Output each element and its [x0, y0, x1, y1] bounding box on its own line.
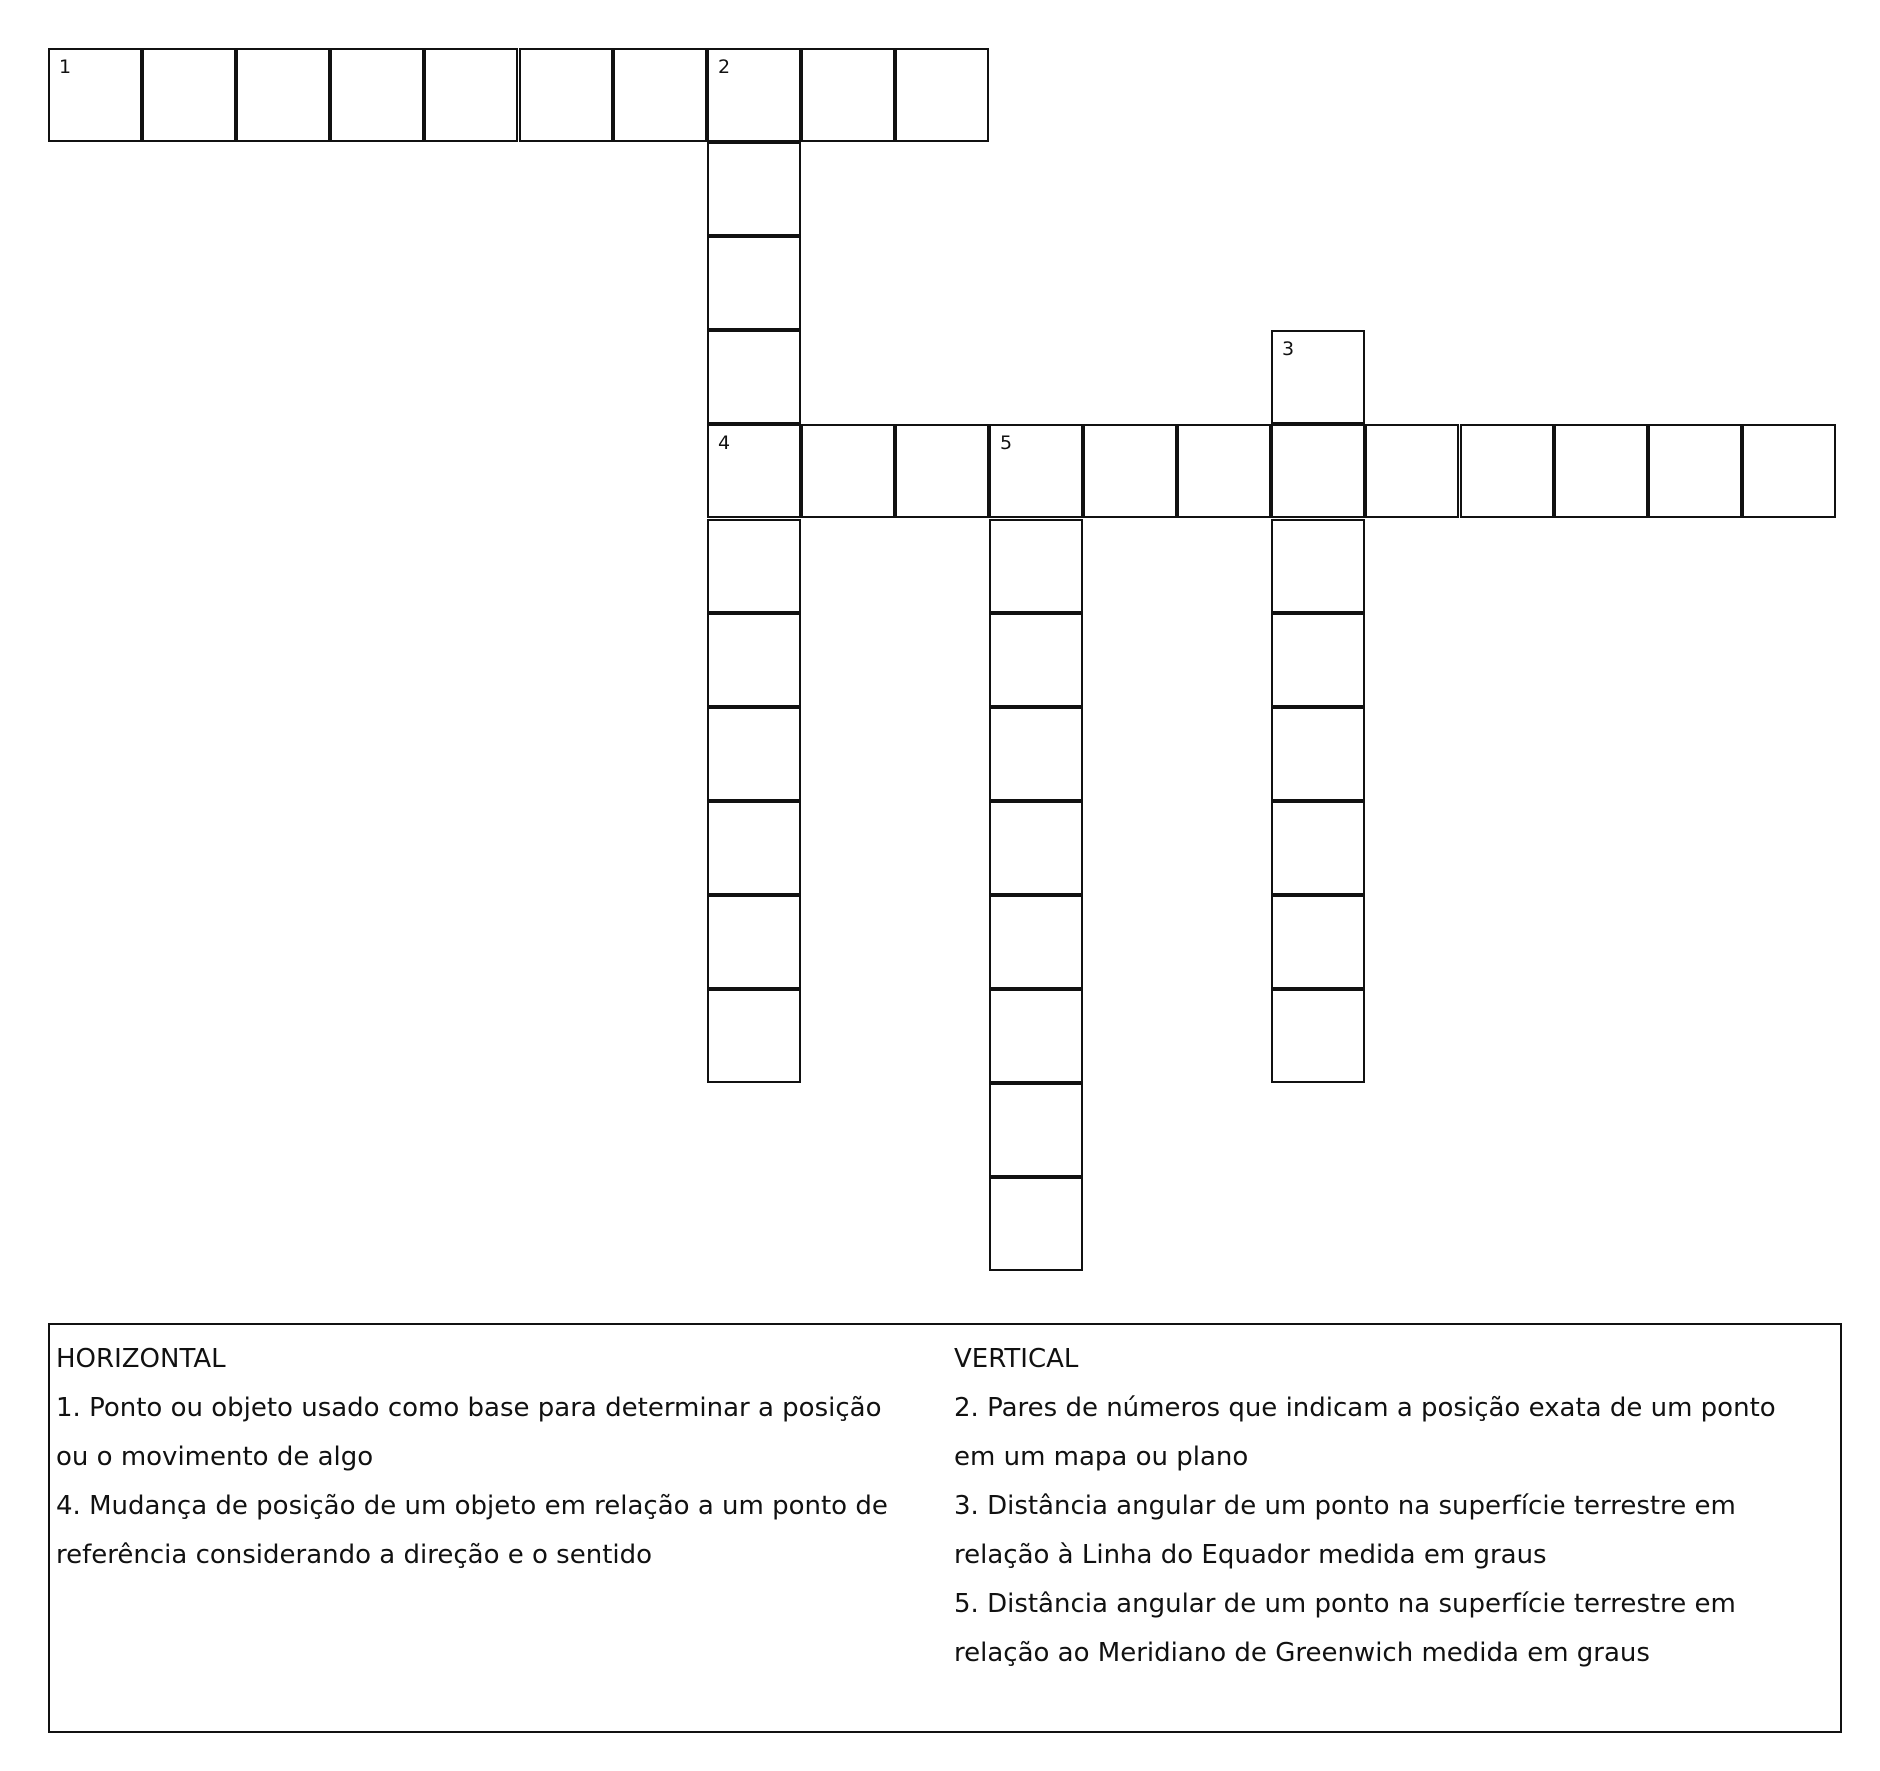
clue-5-line-1: 5. Distância angular de um ponto na superfície terrestre em [954, 1589, 1736, 1619]
crossword-cell[interactable] [707, 142, 801, 236]
clue-number: 3 [1282, 338, 1295, 360]
clue-3-line-2: relação à Linha do Equador medida em graus [954, 1540, 1547, 1570]
clue-1-line-2: ou o movimento de algo [56, 1442, 374, 1472]
crossword-cell[interactable] [707, 236, 801, 330]
crossword-cell[interactable] [1648, 424, 1742, 518]
crossword-cell[interactable] [801, 424, 895, 518]
crossword-cell[interactable] [1177, 424, 1271, 518]
clue-4-line-1: 4. Mudança de posição de um objeto em relação a um ponto de [56, 1491, 888, 1521]
crossword-cell[interactable] [48, 48, 142, 142]
clue-2-line-2: em um mapa ou plano [954, 1442, 1249, 1472]
clue-number: 4 [718, 432, 731, 454]
clue-3-line-1: 3. Distância angular de um ponto na superfície terrestre em [954, 1491, 1736, 1521]
clue-number: 5 [1000, 432, 1013, 454]
clue-2-line-1: 2. Pares de números que indicam a posição exata de um ponto [954, 1393, 1776, 1423]
vertical-clues [954, 1335, 1834, 1678]
crossword-cell[interactable] [1271, 801, 1365, 895]
crossword-cell[interactable] [895, 48, 989, 142]
crossword-cell[interactable] [989, 519, 1083, 613]
crossword-cell[interactable] [707, 989, 801, 1083]
crossword-cell[interactable] [707, 519, 801, 613]
clue-box [48, 1323, 1842, 1733]
crossword-cell[interactable] [989, 895, 1083, 989]
crossword-cell[interactable] [707, 801, 801, 895]
crossword-cell[interactable] [707, 48, 801, 142]
crossword-cell[interactable] [142, 48, 236, 142]
crossword-cell[interactable] [1554, 424, 1648, 518]
crossword-cell[interactable] [613, 48, 707, 142]
clue-number: 2 [718, 56, 731, 78]
crossword-cell[interactable] [989, 989, 1083, 1083]
horizontal-heading: HORIZONTAL [56, 1344, 226, 1374]
crossword-cell[interactable] [989, 613, 1083, 707]
crossword-cell[interactable] [1271, 424, 1365, 518]
crossword-cell[interactable] [707, 424, 801, 518]
crossword-cell[interactable] [989, 707, 1083, 801]
crossword-cell[interactable] [1271, 330, 1365, 424]
crossword-cell[interactable] [707, 895, 801, 989]
clue-4-line-2: referência considerando a direção e o sentido [56, 1540, 653, 1570]
clue-number: 1 [59, 56, 72, 78]
crossword-cell[interactable] [1271, 613, 1365, 707]
horizontal-clues [56, 1335, 936, 1580]
crossword-cell[interactable] [1460, 424, 1554, 518]
clue-5-line-2: relação ao Meridiano de Greenwich medida em graus [954, 1638, 1650, 1668]
crossword-cell[interactable] [1365, 424, 1459, 518]
crossword-cell[interactable] [1271, 895, 1365, 989]
crossword-cell[interactable] [707, 707, 801, 801]
crossword-cell[interactable] [801, 48, 895, 142]
crossword-cell[interactable] [989, 801, 1083, 895]
crossword-cell[interactable] [895, 424, 989, 518]
crossword-cell[interactable] [989, 1083, 1083, 1177]
crossword-cell[interactable] [1271, 707, 1365, 801]
crossword-cell[interactable] [1271, 989, 1365, 1083]
crossword-cell[interactable] [707, 330, 801, 424]
crossword-cell[interactable] [989, 1177, 1083, 1271]
crossword-cell[interactable] [424, 48, 518, 142]
crossword-cell[interactable] [1083, 424, 1177, 518]
crossword-cell[interactable] [1742, 424, 1836, 518]
vertical-heading: VERTICAL [954, 1344, 1079, 1374]
crossword-cell[interactable] [1271, 519, 1365, 613]
crossword-cell[interactable] [519, 48, 613, 142]
crossword-cell[interactable] [707, 613, 801, 707]
crossword-cell[interactable] [989, 424, 1083, 518]
clue-1-line-1: 1. Ponto ou objeto usado como base para determinar a posição [56, 1393, 882, 1423]
crossword-cell[interactable] [236, 48, 330, 142]
crossword-cell[interactable] [330, 48, 424, 142]
